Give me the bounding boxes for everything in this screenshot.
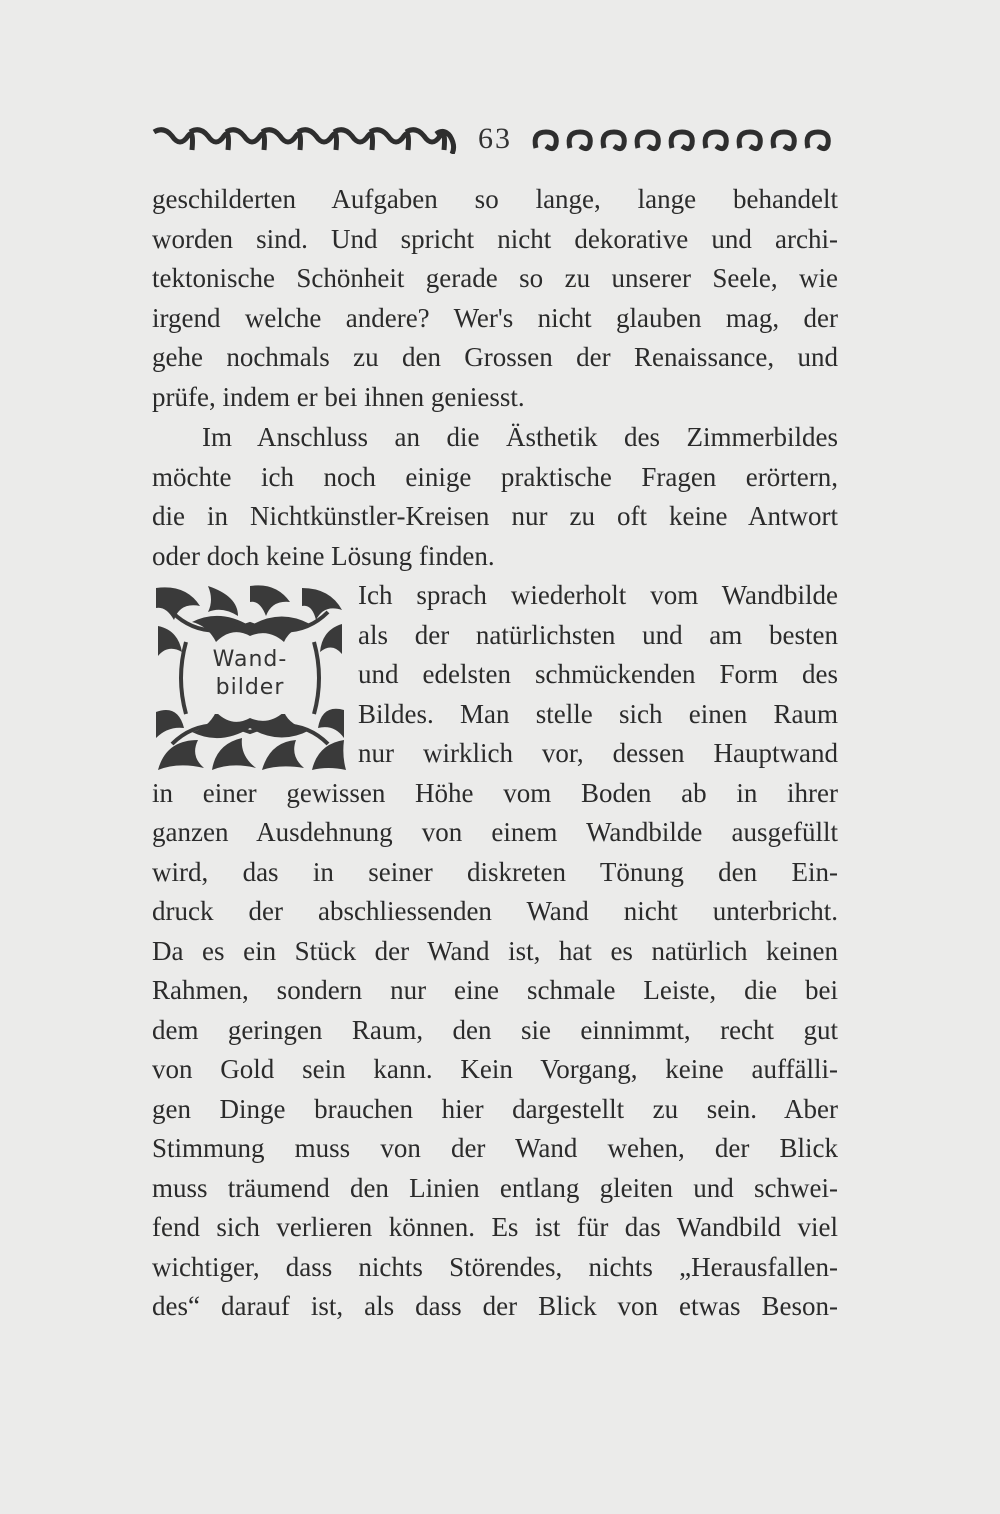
text-line: als der natürlichsten und am besten xyxy=(358,619,838,650)
text-line: dem geringen Raum, den sie einnimmt, recht gut xyxy=(152,1014,838,1045)
header-ornament-left xyxy=(150,124,460,154)
text-line: nur wirklich vor, dessen Hauptwand xyxy=(358,738,838,768)
text-line: von Gold sein kann. Kein Vorgang, keine auffälli- xyxy=(152,1054,838,1084)
text-line: tektonische Schönheit gerade so zu unserer Seele, wie xyxy=(152,263,838,293)
text-line: prüfe, indem er bei ihnen geniesst. xyxy=(152,381,525,412)
text-line: Rahmen, sondern nur eine schmale Leiste, die bei xyxy=(152,975,838,1005)
text-line: druck der abschliessenden Wand nicht unterbricht. xyxy=(152,896,838,926)
text-line: Bildes. Man stelle sich einen Raum xyxy=(358,698,838,729)
text-line: fend sich verlieren können. Es ist für das Wandbild viel xyxy=(152,1212,838,1242)
text-line: gehe nochmals zu den Grossen der Renaissance, und xyxy=(152,342,838,372)
text-line: gen Dinge brauchen hier dargestellt zu sein. Aber xyxy=(152,1093,838,1124)
text-line: wichtiger, dass nichts Störendes, nichts „Herausfallen- xyxy=(152,1251,838,1282)
text-line: und edelsten schmückenden Form des xyxy=(358,659,838,689)
initial-label-line: bilder xyxy=(215,675,285,700)
paragraph-2 xyxy=(152,418,838,576)
text-line: des“ darauf ist, als dass der Blick von etwas Beson- xyxy=(152,1291,838,1321)
text-line: Ich sprach wiederholt vom Wandbilde xyxy=(358,580,838,610)
text-line: möchte ich noch einige praktische Fragen erörtern, xyxy=(152,461,838,492)
text-line: geschilderten Aufgaben so lange, lange behandelt xyxy=(152,184,838,214)
paragraph-3 xyxy=(152,576,838,1327)
page-number: 63 xyxy=(478,122,512,155)
text-line: worden sind. Und spricht nicht dekorative und archi- xyxy=(152,223,838,254)
text-line: Da es ein Stück der Wand ist, hat es natürlich keinen xyxy=(152,935,838,966)
text-line: die in Nichtkünstler-Kreisen nur zu oft keine Antwort xyxy=(152,501,838,531)
text-line: Im Anschluss an die Ästhetik des Zimmerbildes xyxy=(202,422,838,452)
text-line: muss träumend den Linien entlang gleiten und schwei- xyxy=(152,1172,838,1203)
text-line: wird, das in seiner diskreten Tönung den Ein- xyxy=(152,856,838,887)
text-line: ganzen Ausdehnung von einem Wandbilde ausgefüllt xyxy=(152,817,838,847)
text-line: irgend welche andere? Wer's nicht glauben mag, der xyxy=(152,302,838,333)
text-line: oder doch keine Lösung finden. xyxy=(152,540,495,571)
text-line: in einer gewissen Höhe vom Boden ab in ihrer xyxy=(152,777,838,808)
initial-label-line: Wand- xyxy=(212,647,288,672)
header-ornament-right xyxy=(530,124,840,154)
running-header xyxy=(150,118,840,162)
paragraph-1 xyxy=(152,180,838,417)
text-line: Stimmung muss von der Wand wehen, der Blick xyxy=(152,1133,838,1163)
